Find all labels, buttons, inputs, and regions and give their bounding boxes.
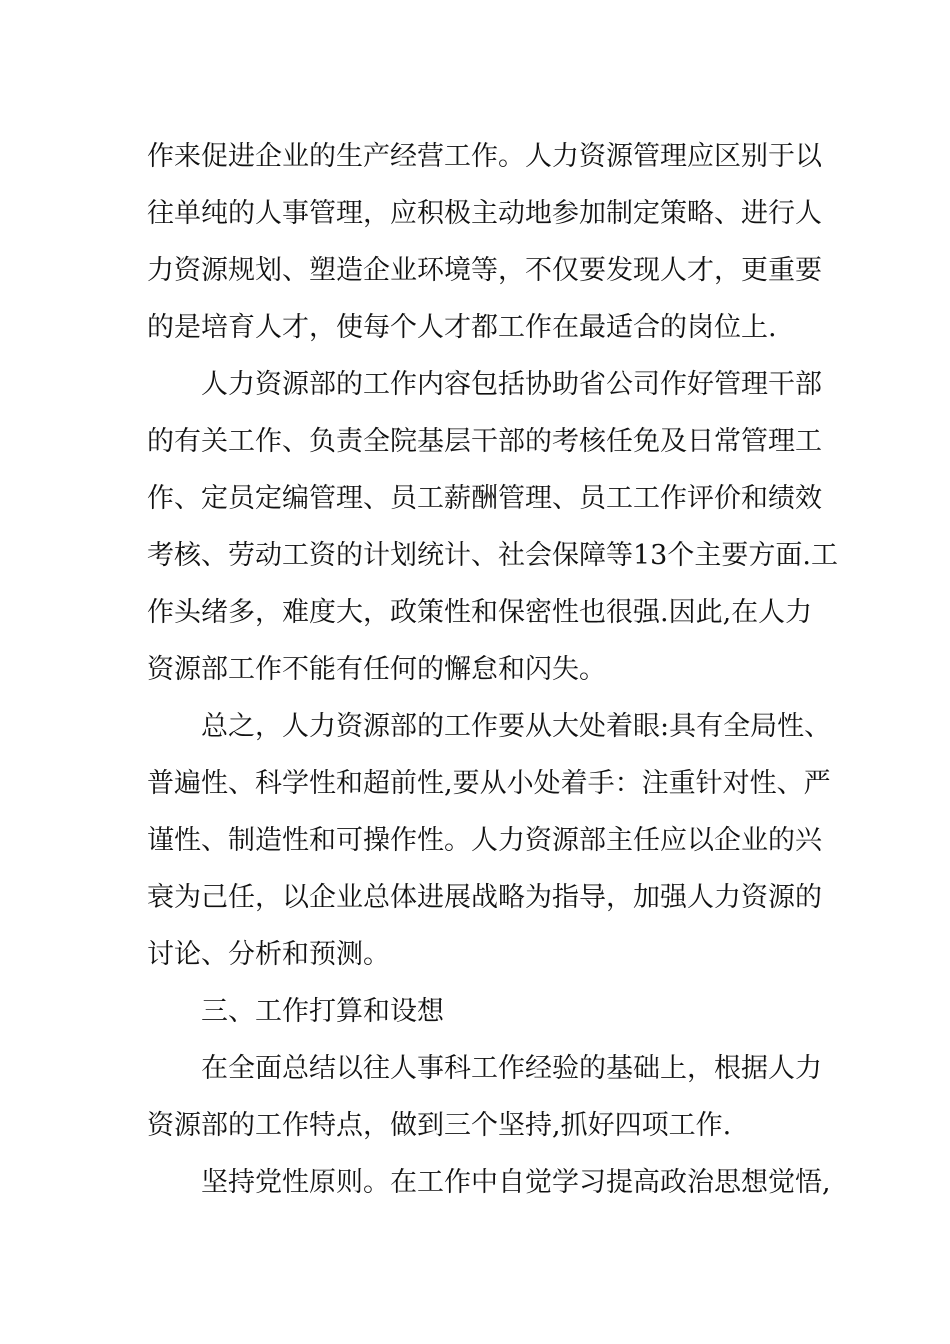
text-line: 的有关工作、负责全院基层干部的考核任免及日常管理工: [147, 426, 822, 457]
text-line: 的是培育人才，使每个人才都工作在最适合的岗位上.: [147, 312, 777, 343]
text-line: 衰为己任，以企业总体进展战略为指导，加强人力资源的: [147, 882, 822, 913]
text-line: 谨性、制造性和可操作性。人力资源部主任应以企业的兴: [147, 825, 822, 856]
text-line: 往单纯的人事管理，应积极主动地参加制定策略、进行人: [147, 198, 822, 229]
section-heading: 三、工作打算和设想: [201, 996, 444, 1027]
text-line: 讨论、分析和预测。: [147, 939, 390, 970]
text-line: 普遍性、科学性和超前性,要从小处着手：注重针对性、严: [147, 768, 831, 799]
text-line: 作来促进企业的生产经营工作。人力资源管理应区别于以: [147, 141, 822, 172]
text-line: 总之，人力资源部的工作要从大处着眼:具有全局性、: [201, 711, 832, 742]
text-line: 力资源规划、塑造企业环境等，不仅要发现人才，更重要: [147, 255, 822, 286]
text-line: 作头绪多，难度大，政策性和保密性也很强.因此,在人力: [147, 597, 813, 628]
text-line: 在全面总结以往人事科工作经验的基础上，根据人力: [201, 1053, 822, 1084]
text-line: 人力资源部的工作内容包括协助省公司作好管理干部: [201, 369, 822, 400]
text-line: 坚持党性原则。在工作中自觉学习提高政治思想觉悟,: [201, 1167, 831, 1198]
text-line: 资源部的工作特点，做到三个坚持,抓好四项工作.: [147, 1110, 732, 1141]
document-body: [147, 128, 838, 1211]
text-line: 作、定员定编管理、员工薪酬管理、员工工作评价和绩效: [147, 483, 822, 514]
text-line: 考核、劳动工资的计划统计、社会保障等13个主要方面.工: [147, 540, 838, 571]
text-line: 资源部工作不能有任何的懈怠和闪失。: [147, 654, 606, 685]
